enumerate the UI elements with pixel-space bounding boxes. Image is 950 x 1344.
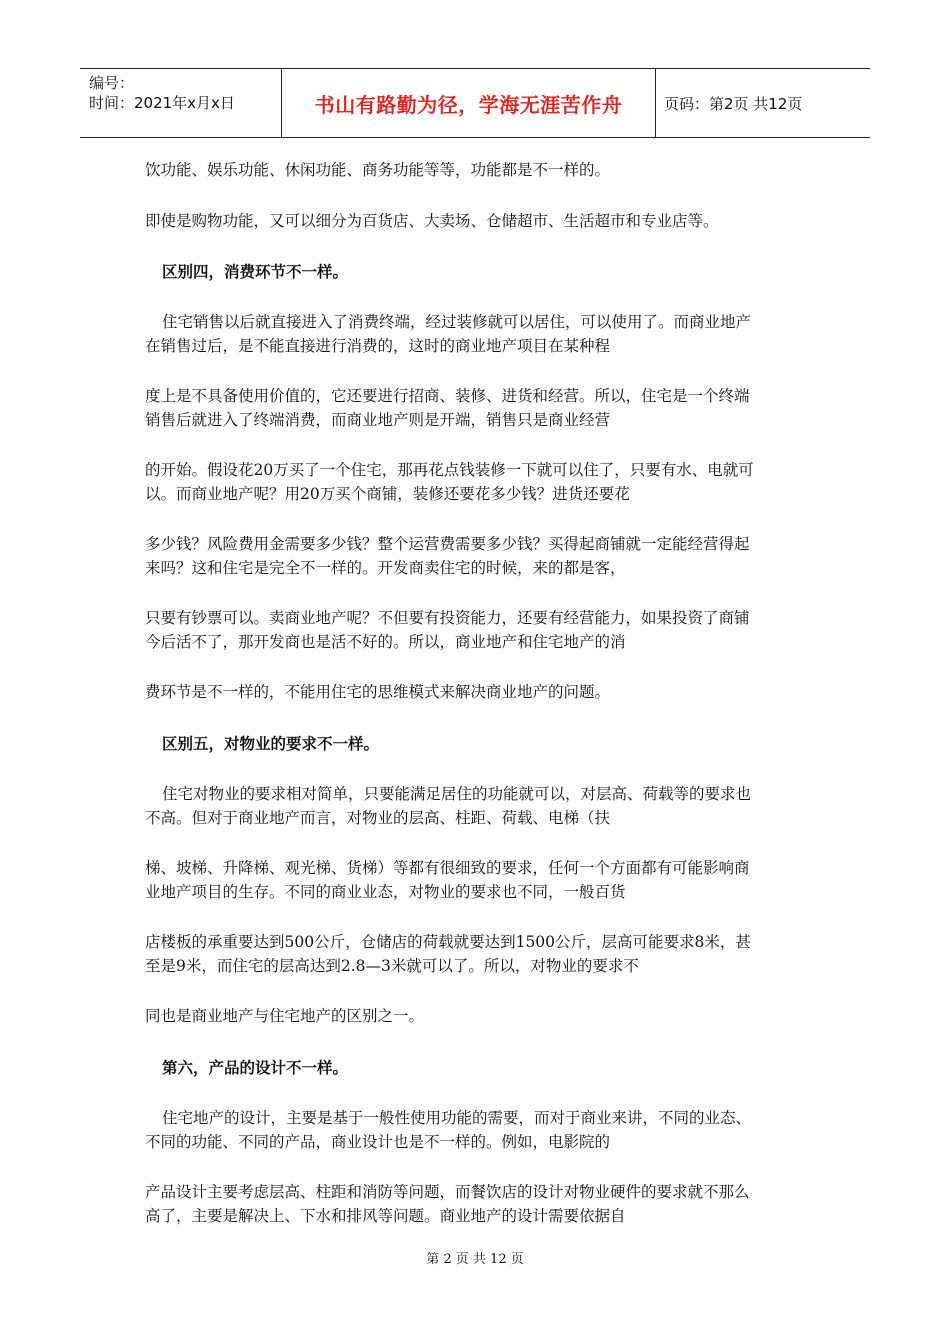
body-line: 住宅对物业的要求相对简单，只要能满足居住的功能就可以，对层高、荷载等的要求也	[162, 785, 752, 803]
body-line: 以。而商业地产呢？用20万买个商铺，装修还要花多少钱？进货还要花	[145, 485, 630, 503]
body-line: 饮功能、娱乐功能、休闲功能、商务功能等等，功能都是不一样的。	[145, 161, 611, 179]
header-motto-cell	[282, 69, 656, 137]
body-line: 同也是商业地产与住宅地产的区别之一。	[145, 1007, 425, 1025]
body-line: 不同的功能、不同的产品，商业设计也是不一样的。例如，电影院的	[145, 1133, 611, 1151]
page-footer	[0, 1248, 950, 1267]
number-label: 编号：	[89, 74, 135, 92]
page-info: 页码：第2页 共12页	[664, 94, 803, 113]
section-heading: 区别五，对物业的要求不一样。	[162, 734, 380, 753]
section-heading: 区别四，消费环节不一样。	[162, 262, 349, 281]
time-label: 时间：2021年x月x日	[89, 94, 235, 112]
section-heading: 第六，产品的设计不一样。	[162, 1058, 349, 1077]
body-line: 住宅销售以后就直接进入了消费终端，经过装修就可以居住，可以使用了。而商业地产	[162, 313, 752, 331]
body-line: 来吗？这和住宅是完全不一样的。开发商卖住宅的时候，来的都是客，	[145, 559, 626, 577]
body-line: 业地产项目的生存。不同的商业业态，对物业的要求也不同，一般百货	[145, 883, 626, 901]
header-meta	[80, 69, 282, 137]
body-line: 多少钱？风险费用金需要多少钱？整个运营费需要多少钱？买得起商铺就一定能经营得起	[145, 535, 750, 553]
body-line: 住宅地产的设计，主要是基于一般性使用功能的需要，而对于商业来讲，不同的业态、	[162, 1109, 752, 1127]
body-line: 高了，主要是解决上、下水和排风等问题。商业地产的设计需要依据自	[145, 1207, 626, 1225]
body-line: 在销售过后，是不能直接进行消费的，这时的商业地产项目在某种程	[145, 337, 611, 355]
body-line: 只要有钞票可以。卖商业地产呢？不但要有投资能力，还要有经营能力，如果投资了商铺	[145, 609, 750, 627]
body-line: 店楼板的承重要达到500公斤，仓储店的荷载就要达到1500公斤，层高可能要求8米，甚	[145, 933, 751, 951]
body-line: 费环节是不一样的，不能用住宅的思维模式来解决商业地产的问题。	[145, 683, 611, 701]
body-line: 今后活不了，那开发商也是活不好的。所以，商业地产和住宅地产的消	[145, 633, 626, 651]
body-line: 度上是不具备使用价值的，它还要进行招商、装修、进货和经营。所以，住宅是一个终端	[145, 387, 750, 405]
body-line: 销售后就进入了终端消费，而商业地产则是开端，销售只是商业经营	[145, 411, 611, 429]
footer-page-label: 第 2 页 共 12 页	[426, 1252, 524, 1267]
body-line: 不高。但对于商业地产而言，对物业的层高、柱距、荷载、电梯（扶	[145, 809, 611, 827]
body-line: 产品设计主要考虑层高、柱距和消防等问题，而餐饮店的设计对物业硬件的要求就不那么	[145, 1183, 750, 1201]
body-line: 至是9米，而住宅的层高达到2.8—3米就可以了。所以，对物业的要求不	[145, 957, 639, 975]
header-page-info-cell	[656, 69, 870, 137]
body-line: 梯、坡梯、升降梯、观光梯、货梯）等都有很细致的要求，任何一个方面都有可能影响商	[145, 859, 750, 877]
body-line: 的开始。假设花20万买了一个住宅，那再花点钱装修一下就可以住了，只要有水、电就可	[145, 461, 754, 479]
body-line: 即使是购物功能，又可以细分为百货店、大卖场、仓储超市、生活超市和专业店等。	[145, 212, 719, 230]
page-header	[80, 68, 870, 138]
motto-text: 书山有路勤为径，学海无涯苦作舟	[314, 92, 623, 117]
